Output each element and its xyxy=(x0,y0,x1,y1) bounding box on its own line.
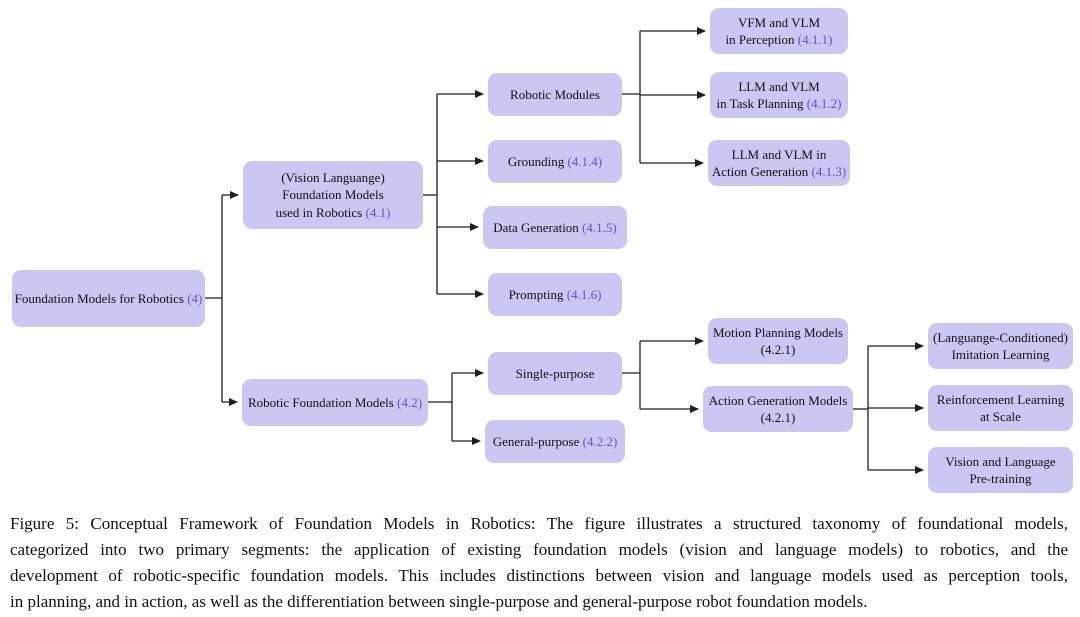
node-text: (4.2.1) xyxy=(760,410,796,425)
caption-line: in planning, and in action, as well as the differentiation between single-purpose and general-purpose robot foundation models. xyxy=(10,592,868,611)
section-ref-link[interactable]: (4) xyxy=(187,290,203,306)
node-llm-vlm-in-action-generation xyxy=(708,140,850,186)
node-text: LLM and VLM in xyxy=(731,146,827,162)
node-imitation-learning xyxy=(928,323,1073,369)
node-line xyxy=(493,219,616,236)
section-ref-link[interactable]: (4.2) xyxy=(397,394,423,410)
edge-group-vlfm xyxy=(423,94,483,294)
node-line xyxy=(761,341,796,358)
node-line xyxy=(969,470,1031,487)
section-ref-link[interactable]: (4.2.2) xyxy=(582,433,618,449)
section-ref-link[interactable]: (4.1.4) xyxy=(567,153,603,169)
node-line xyxy=(933,329,1068,346)
node-text: Foundation Models xyxy=(282,187,384,203)
node-line xyxy=(509,286,602,303)
node-data-generation xyxy=(483,206,627,249)
node-line xyxy=(761,409,796,426)
node-text: Action Generation xyxy=(711,164,812,179)
node-text: General-purpose xyxy=(492,433,583,449)
node-line xyxy=(732,146,827,163)
node-text: (4.2.1) xyxy=(760,342,796,357)
node-vision-language-foundation-models xyxy=(243,161,423,229)
node-line xyxy=(493,433,618,450)
node-text: Reinforcement Learning xyxy=(936,391,1065,407)
node-line xyxy=(712,163,846,180)
node-text: Imitation Learning xyxy=(951,347,1050,362)
node-line xyxy=(248,394,422,411)
node-vision-language-pretraining xyxy=(928,447,1073,493)
node-action-generation-models xyxy=(703,386,853,432)
node-line xyxy=(282,186,383,203)
node-text: LLM and VLM xyxy=(738,78,820,94)
edge-group-root xyxy=(205,195,238,402)
node-text: in Perception xyxy=(725,32,798,47)
node-llm-vlm-in-task-planning xyxy=(710,72,848,118)
node-line xyxy=(508,153,602,170)
node-text: at Scale xyxy=(980,409,1021,424)
node-text: Grounding xyxy=(507,153,568,169)
node-grounding xyxy=(488,140,622,183)
node-single-purpose xyxy=(488,352,622,395)
node-text: in Task Planning xyxy=(716,96,807,111)
node-motion-planning-models xyxy=(708,318,848,364)
section-ref-link[interactable]: (4.1.2) xyxy=(806,96,842,111)
section-ref-link[interactable]: (4.1.1) xyxy=(797,32,833,47)
caption-line: Figure 5: Conceptual Framework of Foundation Models in Robotics: The figure illustrates a structured taxonomy of foundational models, xyxy=(10,514,1068,533)
edge-group-single-purpose xyxy=(622,341,703,409)
node-line xyxy=(709,392,848,409)
caption-line: development of robotic-specific foundation models. This includes distinctions between vision and language models used as perception tools, xyxy=(10,566,1068,585)
node-line xyxy=(510,86,600,103)
node-text: Motion Planning Models xyxy=(712,324,843,340)
node-line xyxy=(738,14,820,31)
node-vfm-vlm-in-perception xyxy=(710,8,848,54)
edge-group-action-generation xyxy=(853,346,923,470)
section-ref-link[interactable]: (4.1.5) xyxy=(582,219,617,235)
node-line xyxy=(945,453,1055,470)
node-line xyxy=(937,391,1064,408)
node-line xyxy=(738,78,819,95)
node-text: VFM and VLM xyxy=(737,14,821,30)
node-text: Data Generation xyxy=(493,219,583,235)
section-ref-link[interactable]: (4.1) xyxy=(365,204,391,220)
node-line xyxy=(281,169,385,186)
edge-group-rfm xyxy=(428,373,483,441)
caption-line: categorized into two primary segments: the application of existing foundation models (vision and language models) to robotics, and the xyxy=(10,540,1068,559)
node-text: Robotic Modules xyxy=(510,86,600,102)
node-robotic-modules xyxy=(488,73,622,116)
node-text: Action Generation Models xyxy=(708,392,848,408)
node-robotic-foundation-models xyxy=(242,379,428,426)
node-foundation-models-for-robotics xyxy=(12,270,205,327)
node-line xyxy=(717,95,842,112)
node-line xyxy=(952,346,1050,363)
node-reinforcement-learning-at-scale xyxy=(928,385,1073,431)
edge-group-robotic-modules xyxy=(622,31,705,163)
node-line xyxy=(15,290,203,307)
node-text: Pre-training xyxy=(969,471,1032,486)
node-text: (Languange-Conditioned) xyxy=(932,329,1068,345)
node-text: Robotic Foundation Models xyxy=(247,394,398,410)
node-text: Foundation Models for Robotics xyxy=(14,290,188,306)
node-line xyxy=(713,324,843,341)
node-line xyxy=(276,204,391,221)
section-ref-link[interactable]: (4.1.3) xyxy=(811,164,847,179)
node-line xyxy=(726,31,833,48)
figure-caption xyxy=(10,511,1068,615)
section-ref-link[interactable]: (4.1.6) xyxy=(566,286,602,302)
node-line xyxy=(516,365,595,382)
node-prompting xyxy=(488,273,622,316)
node-text: Single-purpose xyxy=(515,365,595,381)
node-general-purpose xyxy=(485,420,625,463)
node-text: (Vision Languange) xyxy=(281,170,385,186)
node-line xyxy=(980,408,1021,425)
node-text: Prompting xyxy=(508,286,567,302)
node-text: used in Robotics xyxy=(275,204,366,220)
node-text: Vision and Language xyxy=(945,453,1056,469)
